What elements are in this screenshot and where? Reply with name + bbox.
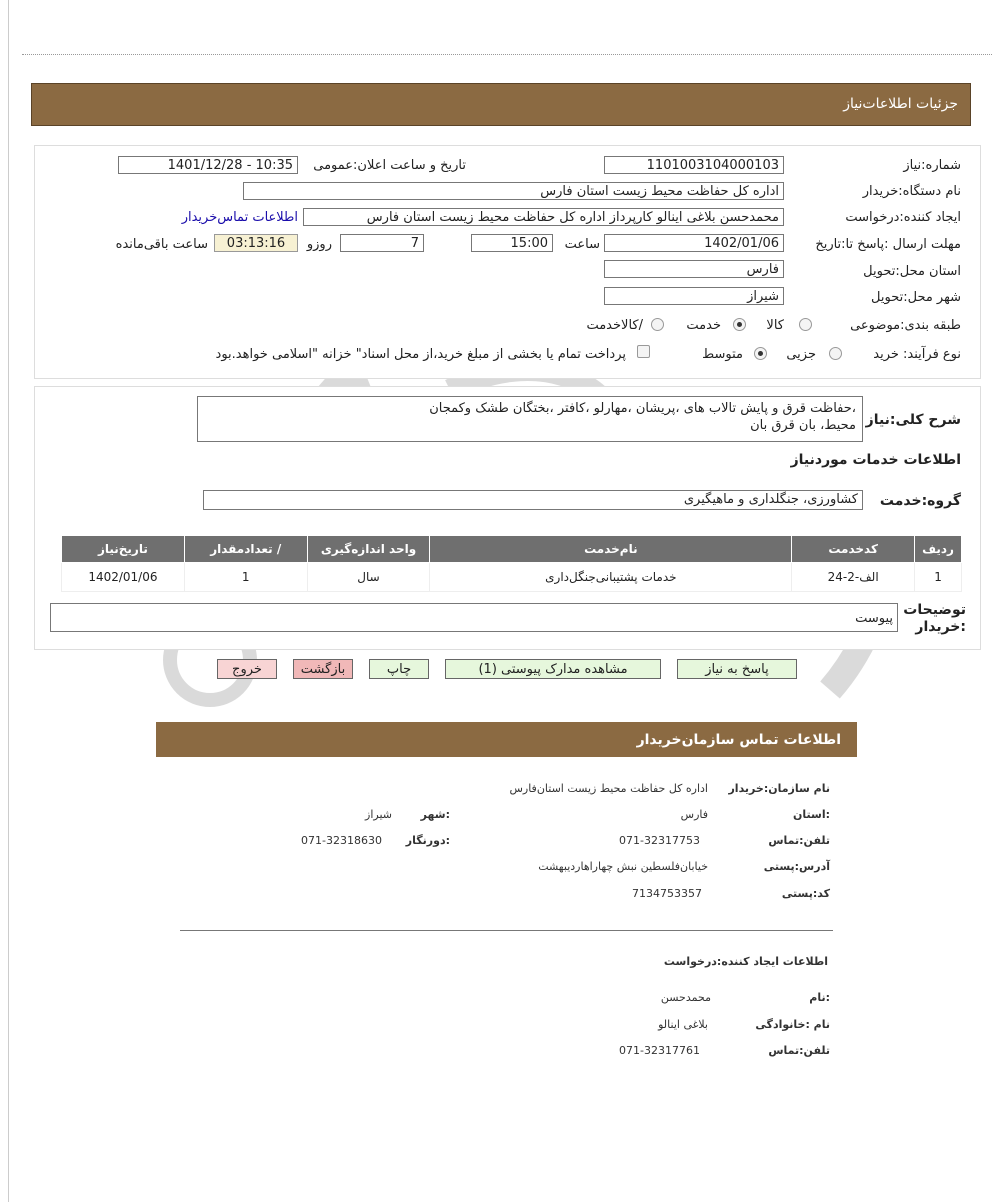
services-table (61, 535, 962, 592)
contact-org-label: نام سازمان:خریدار (728, 782, 830, 795)
need-number-label: شماره:نیاز (903, 158, 961, 173)
contact-divider (180, 930, 833, 931)
creator-name-value: محمدحسن (660, 991, 711, 1004)
page-header-title: جزئیات اطلاعات‌نیاز (843, 96, 958, 112)
creator-phone-value: 071-32317761 (619, 1044, 700, 1057)
cell-unit: سال (307, 563, 430, 592)
creator-family-value: بلاغی اینالو (658, 1018, 708, 1031)
buyer-contact-header (156, 722, 857, 757)
table-header-row (62, 536, 962, 563)
need-info-panel (34, 145, 981, 379)
contact-city-value: شیراز (365, 808, 392, 821)
announce-date-field: 1401/12/28 - 10:35 (118, 156, 298, 174)
province-field: فارس (604, 260, 784, 278)
col-row-header: ردیف (915, 536, 962, 563)
announce-label: تاریخ و ساعت اعلان:عمومی (313, 158, 466, 173)
process-label: نوع فرآیند: خرید (873, 347, 961, 362)
page-left-border (8, 0, 9, 1202)
province-label: استان محل:تحویل (863, 264, 961, 279)
col-unit-header: واحد اندازه‌گیری (307, 536, 430, 563)
creator-phone-label: تلفن:تماس (768, 1044, 830, 1057)
buyer-notes-label (903, 602, 966, 636)
category-goods-service-label: /کالاخدمت (586, 318, 643, 333)
creator-label: ایجاد کننده:درخواست (845, 210, 961, 225)
deadline-date-field: 1402/01/06 (604, 234, 784, 252)
description-line-2: محیط، بان قرق بان (750, 418, 856, 433)
city-label: شهر محل:تحویل (871, 290, 961, 305)
need-number-field: 1101003104000103 (604, 156, 784, 174)
description-line-1: ،حفاظت قرق و پایش تالاب های ،پریشان ،مهارلو ،کافتر ،بختگان طشک وکمجان (429, 401, 856, 416)
deadline-label: مهلت ارسال :پاسخ تا:تاریخ (815, 237, 961, 252)
buyer-org-label: نام دستگاه:خریدار (862, 184, 961, 199)
contact-postal-value: 7134753357 (632, 887, 702, 900)
contact-phone-value: 071-32317753 (619, 834, 700, 847)
days-label: روزو (306, 237, 332, 252)
contact-fax-value: 071-32318630 (301, 834, 382, 847)
cell-code: الف-2-24 (792, 563, 915, 592)
top-divider (22, 54, 992, 55)
buyer-contact-title: اطلاعات تماس سازمان‌خریدار (636, 732, 841, 748)
deadline-hour-field: 15:00 (471, 234, 553, 252)
buyer-notes-label-line1: توضیحات (903, 602, 966, 618)
col-name-header: نام‌خدمت (430, 536, 792, 563)
remaining-time-field: 03:13:16 (214, 234, 298, 252)
contact-address-label: آدرس:پستی (763, 860, 830, 873)
buyer-notes-label-line2: :خریدار (915, 619, 966, 635)
table-row (62, 563, 962, 592)
creator-field: محمدحسن بلاغی اینالو کارپرداز اداره کل حفاظت محیط زیست استان فارس (303, 208, 784, 226)
treasury-payment-checkbox[interactable] (637, 345, 650, 358)
days-field: 7 (340, 234, 424, 252)
back-button[interactable]: بازگشت (293, 659, 353, 679)
contact-city-label: :شهر (420, 808, 450, 821)
category-goods-radio[interactable] (799, 318, 812, 331)
page-header (31, 83, 971, 126)
buyer-contact-link[interactable]: اطلاعات تماس‌خریدار (181, 210, 298, 225)
cell-row: 1 (915, 563, 962, 592)
deadline-hour-label: ساعت (564, 237, 600, 252)
cell-quantity: 1 (184, 563, 307, 592)
contact-phone-label: تلفن:تماس (768, 834, 830, 847)
remaining-label: ساعت باقی‌مانده (115, 237, 208, 252)
description-label: شرح کلی:نیاز (865, 412, 961, 428)
service-group-label: گروه:خدمت (879, 493, 961, 509)
buyer-notes-field: پیوست (50, 603, 898, 632)
reply-button[interactable]: پاسخ به نیاز (677, 659, 797, 679)
print-button[interactable]: چاپ (369, 659, 429, 679)
process-medium-radio[interactable] (754, 347, 767, 360)
contact-province-label: :استان (793, 808, 830, 821)
category-goods-service-radio[interactable] (651, 318, 664, 331)
col-date-header: تاریخ‌نیاز (62, 536, 185, 563)
category-service-radio[interactable] (733, 318, 746, 331)
process-minor-radio[interactable] (829, 347, 842, 360)
creator-info-title: اطلاعات ایجاد کننده:درخواست (663, 955, 828, 968)
category-goods-label: کالا (766, 318, 784, 333)
creator-name-label: :نام (809, 991, 830, 1004)
contact-address-value: خیابان‌فلسطین نبش چهاراهاردیبهشت (538, 860, 708, 873)
cell-name: خدمات پشتیبانی‌جنگل‌داری (430, 563, 792, 592)
exit-button[interactable]: خروج (217, 659, 277, 679)
description-box (197, 396, 863, 442)
service-group-field: کشاورزی، جنگلداری و ماهیگیری (203, 490, 863, 510)
process-medium-label: متوسط (702, 347, 743, 362)
cell-date: 1402/01/06 (62, 563, 185, 592)
city-field: شیراز (604, 287, 784, 305)
process-minor-label: جزیی (786, 347, 816, 362)
buyer-org-field: اداره کل حفاظت محیط زیست استان فارس (243, 182, 784, 200)
treasury-payment-note: پرداخت تمام یا بخشی از مبلغ خرید،از محل اسناد" خزانه "اسلامی خواهد.بود (215, 347, 626, 362)
category-service-label: خدمت (686, 318, 721, 333)
category-label: طبقه بندی:موضوعی (850, 318, 961, 333)
creator-family-label: نام :خانوادگی (755, 1018, 830, 1031)
services-heading: اطلاعات خدمات موردنیاز (790, 452, 961, 468)
contact-org-value: اداره کل حفاظت محیط زیست استان‌فارس (509, 782, 708, 795)
contact-fax-label: :دورنگار (405, 834, 450, 847)
col-quantity-header: / تعدادمقدار (184, 536, 307, 563)
view-documents-button[interactable]: مشاهده مدارک پیوستی (1) (445, 659, 661, 679)
col-code-header: کدخدمت (792, 536, 915, 563)
contact-postal-label: کد:پستی (781, 887, 830, 900)
contact-province-value: فارس (680, 808, 708, 821)
